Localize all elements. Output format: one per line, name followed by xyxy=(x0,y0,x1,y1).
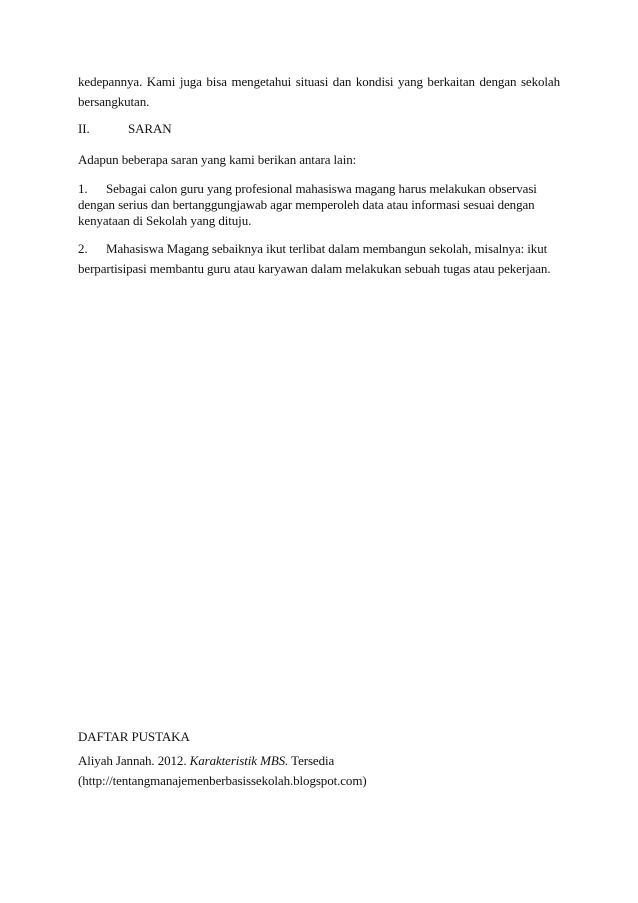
section-title: SARAN xyxy=(128,121,172,136)
list-item-line: berpartisipasi membantu guru atau karyawan dalam melakukan sebuah tugas atau pekerjaan. xyxy=(78,261,551,276)
section-heading xyxy=(78,121,172,137)
bibliography-title: Karakteristik MBS. xyxy=(189,753,289,768)
bibliography-entry xyxy=(78,753,334,769)
list-item-number: 1. xyxy=(78,181,88,196)
paragraph-line: kedepannya. Kami juga bisa mengetahui situasi dan kondisi yang berkaitan dengan sekolah xyxy=(78,74,560,89)
list-item-text: Mahasiswa Magang sebaiknya ikut terlibat dalam membangun sekolah, misalnya: ikut xyxy=(106,241,548,256)
list-item-line xyxy=(78,241,547,257)
paragraph-line: bersangkutan. xyxy=(78,94,150,109)
list-item-line: dengan serius dan bertanggungjawab agar memperoleh data atau informasi sesuai dengan xyxy=(78,197,535,212)
bibliography-author-year: Aliyah Jannah. 2012. xyxy=(78,753,187,768)
bibliography-available: Tersedia xyxy=(291,753,335,768)
list-item-text: Sebagai calon guru yang profesional mahasiswa magang harus melakukan observasi xyxy=(106,181,537,196)
bibliography-heading: DAFTAR PUSTAKA xyxy=(78,729,190,744)
section-number: II. xyxy=(78,121,90,136)
saran-intro: Adapun beberapa saran yang kami berikan antara lain: xyxy=(78,152,357,167)
list-item-line xyxy=(78,181,537,197)
list-item-line: kenyataan di Sekolah yang dituju. xyxy=(78,213,252,228)
bibliography-url: (http://tentangmanajemenberbasissekolah.blogspot.com) xyxy=(78,773,367,788)
list-item-number: 2. xyxy=(78,241,88,256)
